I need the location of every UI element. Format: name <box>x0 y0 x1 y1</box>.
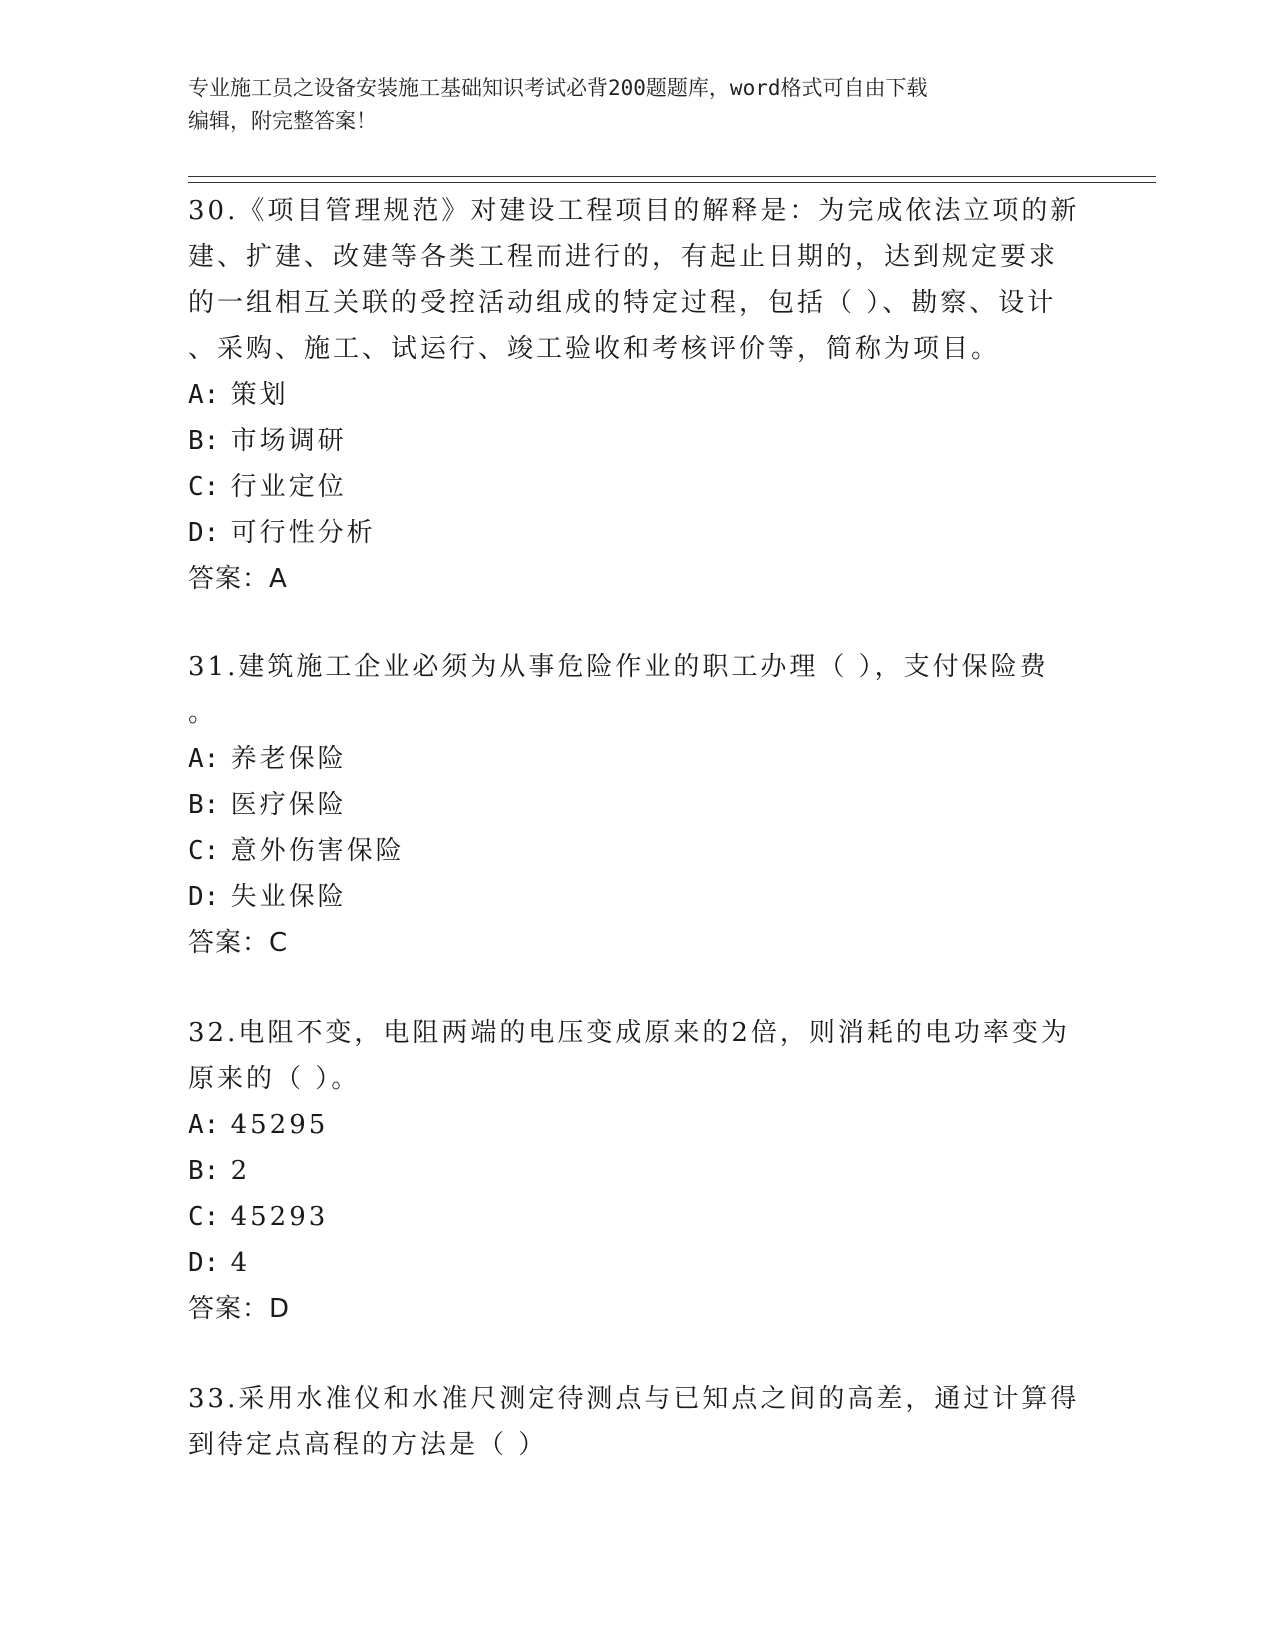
header-divider-bottom <box>188 182 1156 183</box>
option-text: 意外伤害保险 <box>230 836 405 866</box>
question-30 <box>188 188 1088 602</box>
question-31 <box>188 644 1088 966</box>
option-text: 养老保险 <box>230 744 347 774</box>
option-c <box>188 1194 1088 1240</box>
answer: 答案：C <box>188 928 289 958</box>
question-line: 到待定点高程的方法是（ ） <box>188 1430 548 1460</box>
option-letter: C: <box>188 472 220 502</box>
option-c <box>188 464 1088 510</box>
option-letter: C: <box>188 1202 220 1232</box>
option-a <box>188 372 1088 418</box>
option-text: 医疗保险 <box>230 790 347 820</box>
question-line: 。 <box>188 698 218 728</box>
question-line: 31.建筑施工企业必须为从事危险作业的职工办理（ ），支付保险费 <box>188 652 1049 682</box>
answer: 答案：D <box>188 1294 291 1324</box>
header-divider-top <box>188 176 1156 177</box>
option-text: 市场调研 <box>230 426 347 456</box>
option-text: 4 <box>230 1248 251 1278</box>
option-text: 2 <box>230 1156 251 1186</box>
option-text: 可行性分析 <box>230 518 376 548</box>
option-text: 45293 <box>230 1202 329 1232</box>
option-letter: D: <box>188 882 220 912</box>
question-line: 原来的（ ）。 <box>188 1064 361 1094</box>
option-b <box>188 782 1088 828</box>
option-letter: A: <box>188 1110 220 1140</box>
option-letter: D: <box>188 1248 220 1278</box>
question-line: 30.《项目管理规范》对建设工程项目的解释是：为完成依法立项的新 <box>188 196 1080 226</box>
option-text: 45295 <box>230 1110 329 1140</box>
document-header <box>188 72 1068 138</box>
option-d <box>188 874 1088 920</box>
option-text: 策划 <box>230 380 289 410</box>
question-32 <box>188 1010 1088 1332</box>
option-letter: A: <box>188 380 220 410</box>
option-letter: C: <box>188 836 220 866</box>
question-line: 建、扩建、改建等各类工程而进行的，有起止日期的，达到规定要求 <box>188 242 1059 272</box>
question-line: 32.电阻不变，电阻两端的电压变成原来的2倍，则消耗的电功率变为 <box>188 1018 1070 1048</box>
question-33 <box>188 1376 1088 1468</box>
option-b <box>188 418 1088 464</box>
answer: 答案：A <box>188 564 288 594</box>
header-title-line-1: 专业施工员之设备安装施工基础知识考试必背200题题库，word格式可自由下载 <box>188 76 928 100</box>
question-line: 、采购、施工、试运行、竣工验收和考核评价等，简称为项目。 <box>188 334 1001 364</box>
option-letter: B: <box>188 790 220 820</box>
question-line: 的一组相互关联的受控活动组成的特定过程，包括（ ）、勘察、设计 <box>188 288 1057 318</box>
option-text: 行业定位 <box>230 472 347 502</box>
question-line: 33.采用水准仪和水准尺测定待测点与已知点之间的高差，通过计算得 <box>188 1384 1080 1414</box>
option-letter: A: <box>188 744 220 774</box>
option-d <box>188 1240 1088 1286</box>
option-letter: D: <box>188 518 220 548</box>
header-title-line-2: 编辑，附完整答案！ <box>188 109 377 133</box>
option-a <box>188 1102 1088 1148</box>
option-a <box>188 736 1088 782</box>
option-b <box>188 1148 1088 1194</box>
option-c <box>188 828 1088 874</box>
option-d <box>188 510 1088 556</box>
option-letter: B: <box>188 426 220 456</box>
option-text: 失业保险 <box>230 882 347 912</box>
option-letter: B: <box>188 1156 220 1186</box>
